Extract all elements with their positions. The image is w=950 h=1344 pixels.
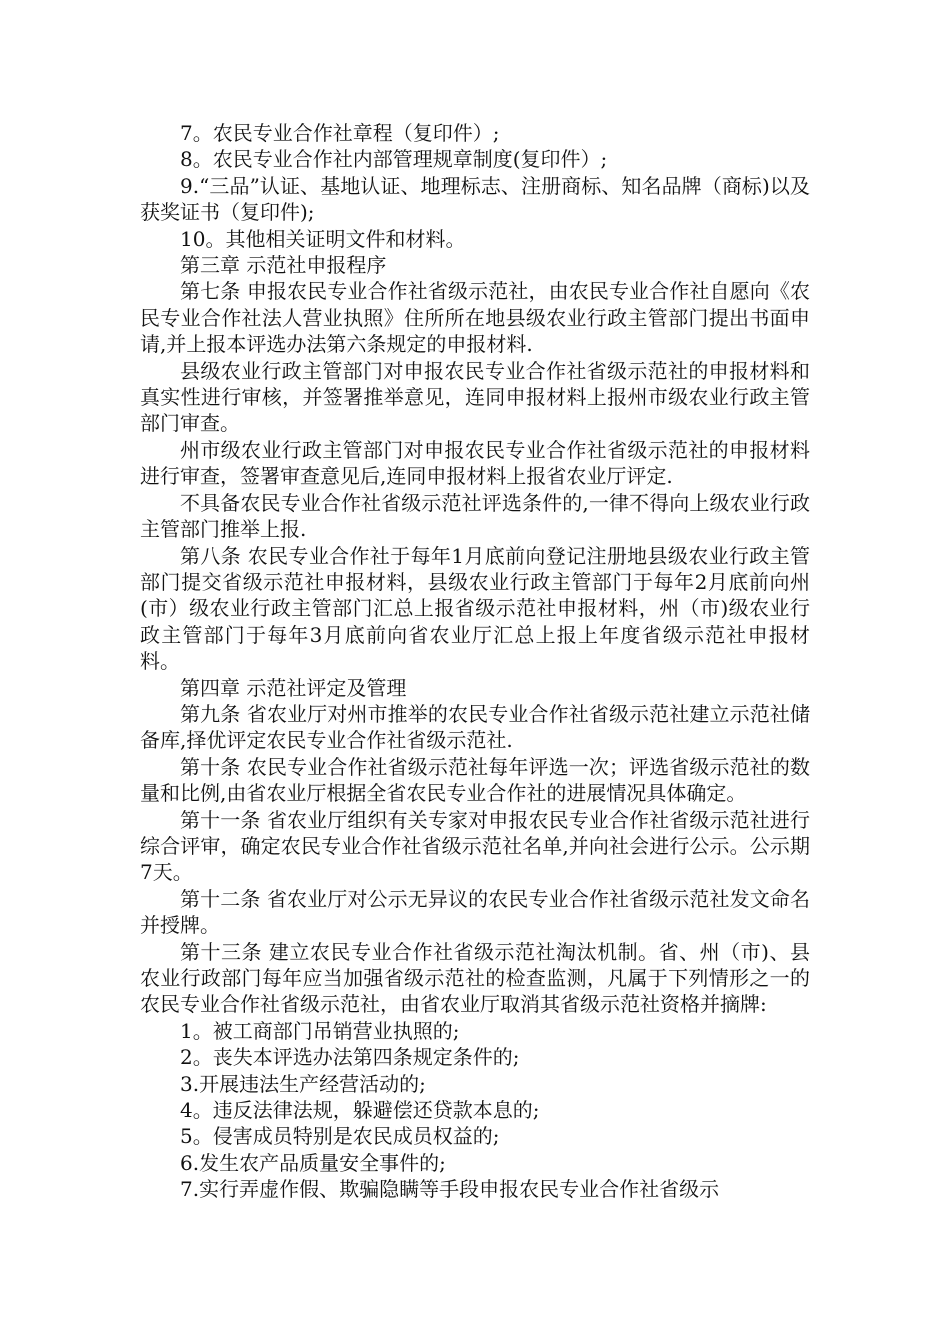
revocation-item-7: 7.实行弄虚作假、欺骗隐瞒等手段申报农民专业合作社省级示 bbox=[180, 1177, 720, 1202]
list-item-8: 8。农民专业合作社内部管理规章制度(复印件）; bbox=[180, 147, 608, 172]
article-11: 第十一条 省农业厅组织有关专家对申报农民专业合作社省级示范社进行综合评审，确定农民专业合作社省级示范社名单,并向社会进行公示。公示期7天。 bbox=[140, 807, 810, 885]
article-7-prefecture-review: 州市级农业行政主管部门对申报农民专业合作社省级示范社的申报材料进行审查，签署审查意见后,连同申报材料上报省农业厅评定. bbox=[140, 437, 810, 489]
revocation-item-1: 1。被工商部门吊销营业执照的; bbox=[180, 1018, 460, 1043]
revocation-item-5: 5。侵害成员特别是农民成员权益的; bbox=[180, 1124, 500, 1149]
revocation-item-6: 6.发生农产品质量安全事件的; bbox=[180, 1150, 446, 1175]
article-12: 第十二条 省农业厅对公示无异议的农民专业合作社省级示范社发文命名并授牌。 bbox=[140, 886, 810, 938]
article-8: 第八条 农民专业合作社于每年1月底前向登记注册地县级农业行政主管部门提交省级示范社申报材料，县级农业行政主管部门于每年2月底前向州(市）级农业行政主管部门汇总上报省级示范社申报材料，州（市)级农业行政主管部门于每年3月底前向省农业厅汇总上报上年度省级示范社申报材料。 bbox=[140, 543, 810, 674]
article-10: 第十条 农民专业合作社省级示范社每年评选一次；评选省级示范社的数量和比例,由省农业厅根据全省农民专业合作社的进展情况具体确定。 bbox=[140, 754, 810, 806]
list-item-10: 10。其他相关证明文件和材料。 bbox=[180, 226, 466, 251]
list-item-9: 9.“三品”认证、基地认证、地理标志、注册商标、知名品牌（商标)以及获奖证书（复印件); bbox=[140, 173, 810, 225]
revocation-item-4: 4。违反法律法规，躲避偿还贷款本息的; bbox=[180, 1098, 540, 1123]
list-item-7: 7。农民专业合作社章程（复印件）; bbox=[180, 121, 500, 145]
chapter-4-heading: 第四章 示范社评定及管理 bbox=[180, 675, 407, 700]
article-7: 第七条 申报农民专业合作社省级示范社，由农民专业合作社自愿向《农民专业合作社法人营业执照》住所所在地县级农业行政主管部门提出书面申请,并上报本评选办法第六条规定的申报材料. bbox=[140, 279, 810, 357]
article-13: 第十三条 建立农民专业合作社省级示范社淘汰机制。省、州（市)、县农业行政部门每年应当加强省级示范社的检查监测，凡属于下列情形之一的农民专业合作社省级示范社，由省农业厅取消其省级示范社资格并摘牌: bbox=[140, 939, 810, 1017]
revocation-item-3: 3.开展违法生产经营活动的; bbox=[180, 1071, 426, 1096]
revocation-item-2: 2。丧失本评选办法第四条规定条件的; bbox=[180, 1045, 520, 1070]
article-9: 第九条 省农业厅对州市推举的农民专业合作社省级示范社建立示范社储备库,择优评定农民专业合作社省级示范社. bbox=[140, 701, 810, 753]
chapter-3-heading: 第三章 示范社申报程序 bbox=[180, 253, 387, 278]
article-7-county-review: 县级农业行政主管部门对申报农民专业合作社省级示范社的申报材料和真实性进行审核，并签署推举意见，连同申报材料上报州市级农业行政主管部门审查。 bbox=[140, 358, 810, 436]
document-body bbox=[140, 120, 810, 1203]
article-7-ineligibility: 不具备农民专业合作社省级示范社评选条件的,一律不得向上级农业行政主管部门推举上报. bbox=[140, 490, 810, 542]
